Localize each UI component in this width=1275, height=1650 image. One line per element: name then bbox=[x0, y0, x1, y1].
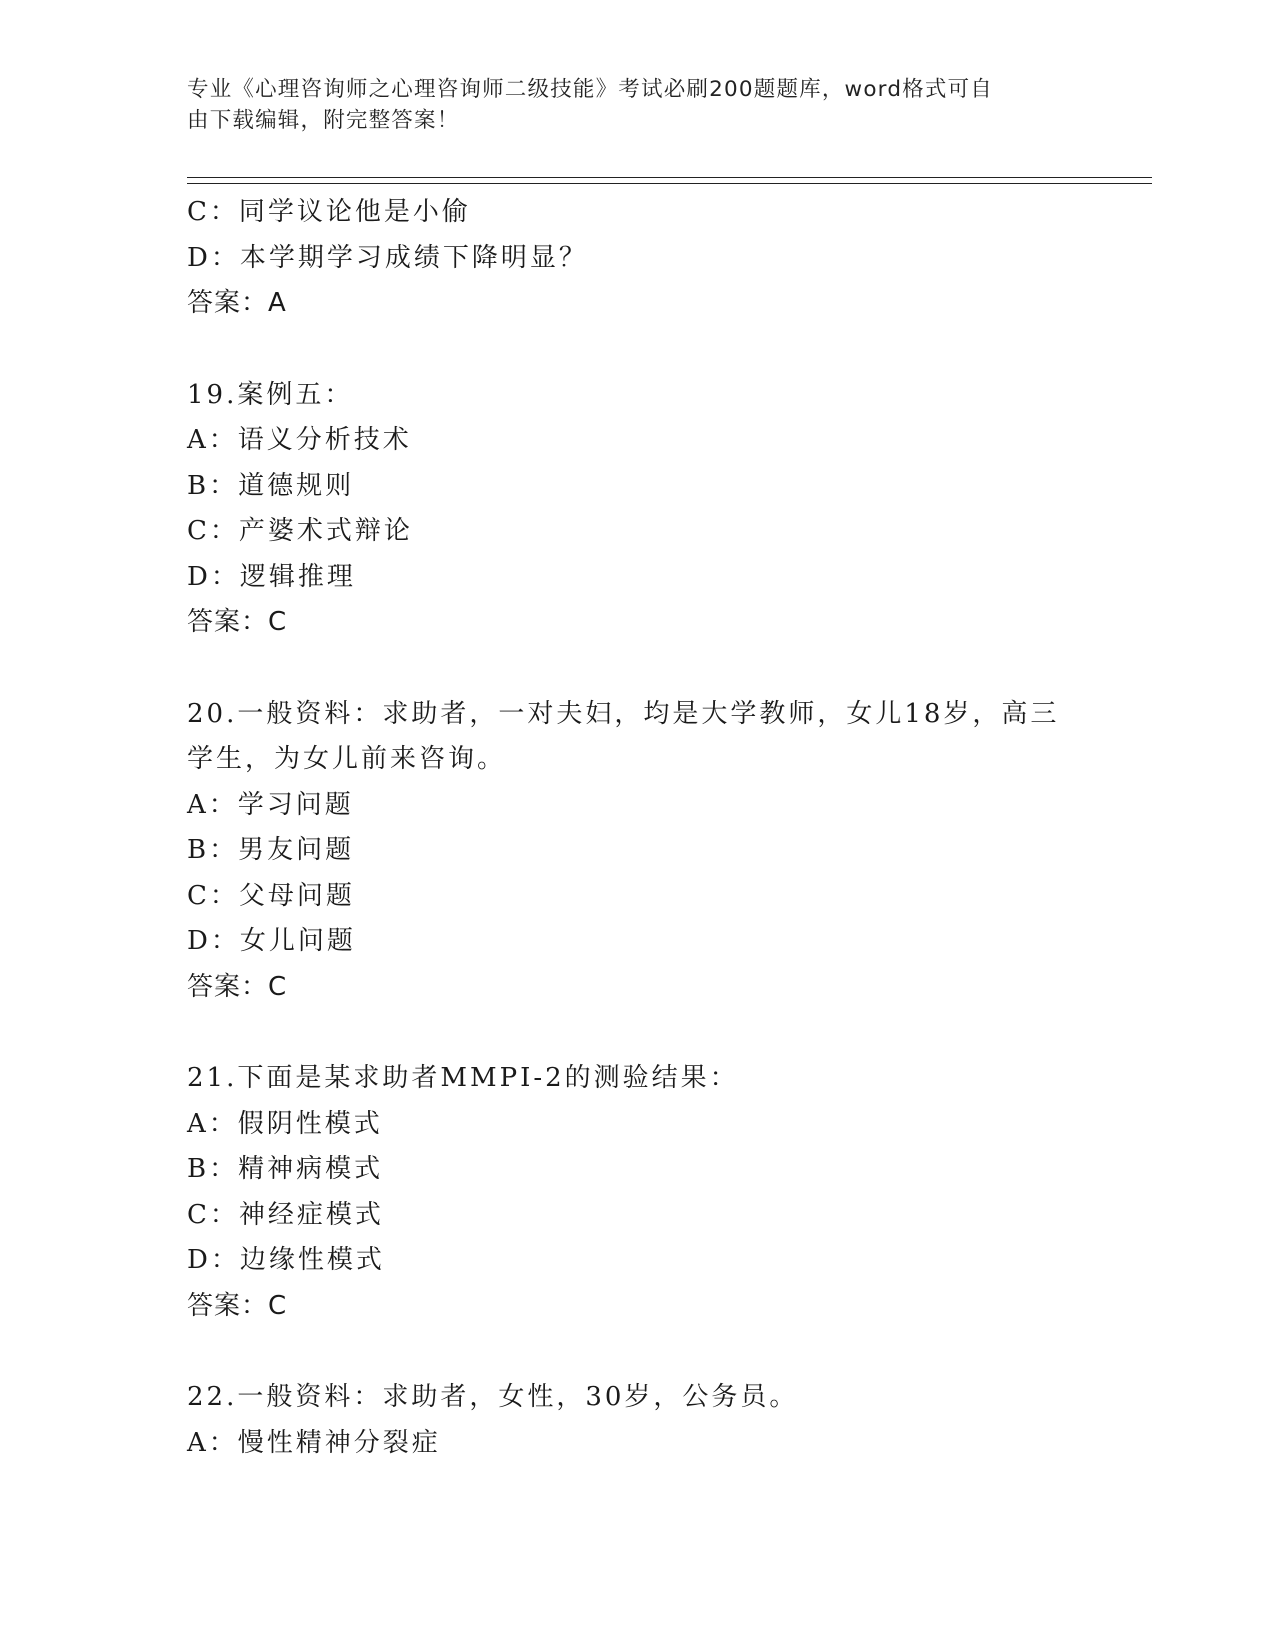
answer-line: 答案：A bbox=[187, 288, 287, 318]
spacer bbox=[187, 1010, 1087, 1056]
option-a: A：语义分析技术 bbox=[187, 425, 412, 455]
question-text: 19.案例五： bbox=[187, 379, 354, 410]
question-22 bbox=[187, 1375, 1087, 1466]
option-b: B：道德规则 bbox=[187, 470, 355, 501]
spacer bbox=[187, 646, 1087, 692]
question-text-line-1: 20.一般资料：求助者，一对夫妇，均是大学教师，女儿18岁，高三 bbox=[187, 698, 1060, 729]
page-header bbox=[187, 74, 1067, 136]
answer-line: 答案：C bbox=[187, 1290, 288, 1321]
question-text: 21.下面是某求助者MMPI-2的测验结果： bbox=[187, 1063, 739, 1093]
question-text: 22.一般资料：求助者，女性，30岁，公务员。 bbox=[187, 1382, 799, 1412]
spacer bbox=[187, 1329, 1087, 1375]
header-title-line-1: 专业《心理咨询师之心理咨询师二级技能》考试必刷200题题库，word格式可自 bbox=[187, 77, 993, 102]
question-21 bbox=[187, 1056, 1087, 1329]
answer-line: 答案：C bbox=[187, 607, 288, 637]
header-title-line-2: 由下载编辑，附完整答案！ bbox=[187, 108, 460, 133]
option-d: D：逻辑推理 bbox=[187, 561, 356, 592]
option-c: C：产婆术式辩论 bbox=[187, 516, 413, 546]
option-d: D：女儿问题 bbox=[187, 926, 356, 956]
option-a: A：假阴性模式 bbox=[187, 1108, 383, 1139]
question-20 bbox=[187, 692, 1087, 1011]
option-d: D：本学期学习成绩下降明显？ bbox=[187, 242, 588, 273]
question-18-tail bbox=[187, 190, 1087, 327]
option-b: B：男友问题 bbox=[187, 835, 355, 865]
question-text-line-2: 学生，为女儿前来咨询。 bbox=[187, 744, 507, 774]
option-b: B：精神病模式 bbox=[187, 1154, 384, 1184]
header-divider-bottom bbox=[187, 183, 1152, 184]
question-list bbox=[187, 190, 1087, 1466]
spacer bbox=[187, 327, 1087, 373]
header-divider-top bbox=[187, 177, 1152, 178]
option-a: A：慢性精神分裂症 bbox=[187, 1427, 441, 1458]
option-c: C：神经症模式 bbox=[187, 1199, 384, 1230]
option-d: D：边缘性模式 bbox=[187, 1245, 385, 1275]
option-a: A：学习问题 bbox=[187, 789, 354, 820]
option-c: C：父母问题 bbox=[187, 880, 355, 911]
answer-line: 答案：C bbox=[187, 971, 288, 1002]
option-c: C：同学议论他是小偷 bbox=[187, 197, 471, 227]
question-19 bbox=[187, 373, 1087, 646]
